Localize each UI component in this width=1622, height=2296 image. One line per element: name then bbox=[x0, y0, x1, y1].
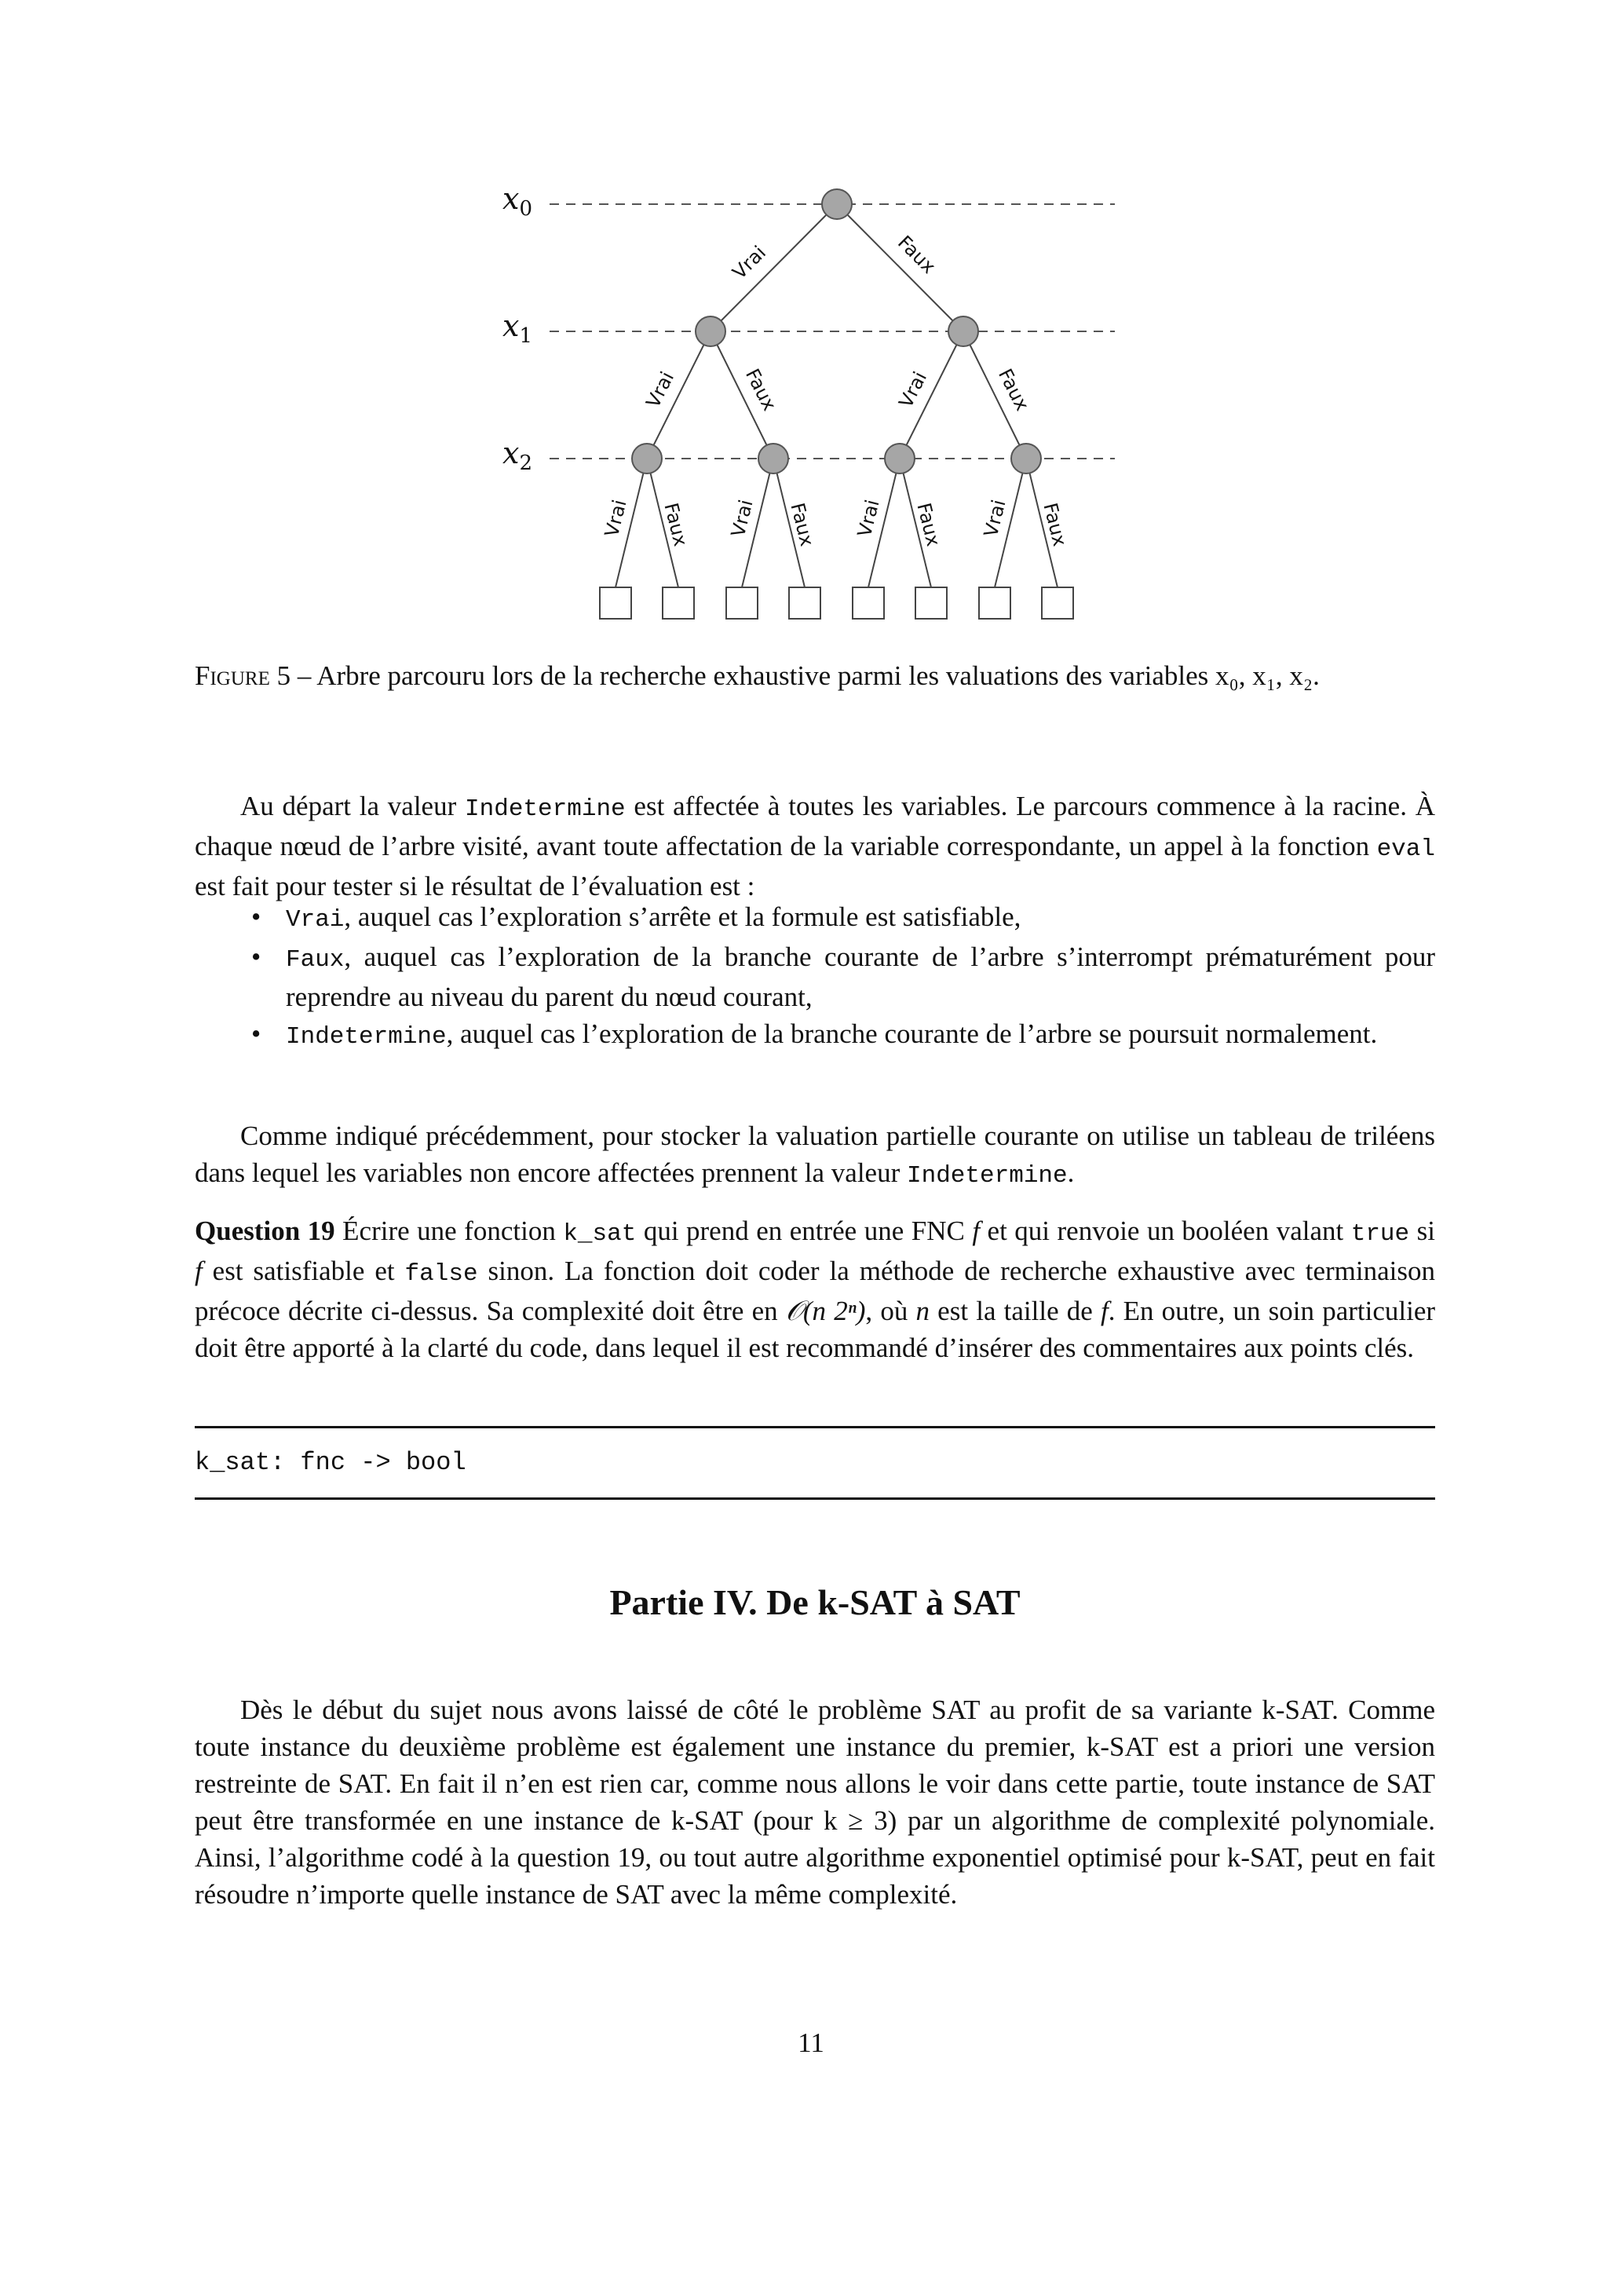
text-run: , auquel cas l’exploration de la branche courante de l’arbre s’interrompt prématurément pour reprendre au niveau du parent du nœud courant, bbox=[286, 941, 1435, 1012]
inline-code: Faux bbox=[286, 946, 345, 974]
signature-rule-top bbox=[195, 1426, 1435, 1428]
tree-node bbox=[696, 316, 725, 346]
paragraph-part-iv: Dès le début du sujet nous avons laissé de côté le problème SAT au profit de sa variante k-SAT. Comme toute instance du deuxième problème est également une instance du premier, k-SAT est a priori une version restreinte de SAT. En fait il n’en est rien car, comme nous allons le voir dans cette partie, toute instance de SAT peut être transformée en une instance de k-SAT (pour k ≥ 3) par un algorithme de complexité polynomiale. Ainsi, l’algorithme codé à la question 19, ou tout autre algorithme exponentiel optimisé pour k-SAT, peut en fait résoudre n’importe quelle instance de SAT avec la même complexité. bbox=[195, 1695, 1435, 1910]
edge-label-false: Faux bbox=[912, 500, 945, 549]
inline-code: Indetermine bbox=[286, 1023, 447, 1051]
variable-label-x1: $x_1$ bbox=[502, 309, 532, 348]
text-run: , où bbox=[865, 1296, 916, 1326]
bullet-icon: • bbox=[251, 1018, 261, 1049]
edge-root-right bbox=[837, 204, 963, 331]
page-number: 11 bbox=[798, 2027, 824, 2058]
list-item bbox=[195, 1015, 1435, 1055]
bullet-icon: • bbox=[251, 901, 261, 932]
bullet-icon: • bbox=[251, 941, 261, 972]
inline-code: k_sat bbox=[563, 1220, 637, 1248]
edge-label-true: Vrai bbox=[726, 497, 758, 539]
leaf-square bbox=[1042, 587, 1073, 619]
inline-code: Vrai bbox=[286, 906, 345, 934]
valuation-tree-figure bbox=[0, 0, 1622, 644]
variable-label-x0: $x_0$ bbox=[502, 181, 532, 221]
leaf-square bbox=[600, 587, 631, 619]
math-symbol: n bbox=[915, 1296, 930, 1326]
question-label: Question 19 bbox=[195, 1216, 335, 1246]
edge-label-false: Faux bbox=[786, 500, 819, 549]
text-run: si bbox=[1409, 1216, 1435, 1246]
text-run: , auquel cas l’exploration de la branche courante de l’arbre se poursuit normalement. bbox=[446, 1018, 1378, 1049]
leaf-square bbox=[789, 587, 820, 619]
text-run: est affectée à toutes les variables. Le parcours commence à la racine. À chaque nœud de l’arbre visité, avant toute affectation de la variable correspondante, un appel à la fonction bbox=[195, 791, 1436, 861]
figure-caption bbox=[195, 657, 1435, 694]
text-run: . En outre, un soin particulier doit être apporté à la clarté du code, dans lequel il est recommandé d’insérer des commentaires aux points clés. bbox=[195, 1296, 1436, 1363]
inline-code: false bbox=[404, 1260, 478, 1288]
text-run: qui prend en entrée une FNC bbox=[636, 1216, 973, 1246]
figure-caption-text: Arbre parcouru lors de la recherche exhaustive parmi les valuations des variables x₀, x₁, x₂. bbox=[316, 660, 1320, 691]
figure-caption-dash: – bbox=[290, 660, 317, 691]
function-signature: k_sat: fnc -> bool bbox=[195, 1448, 466, 1477]
inline-code: Indetermine bbox=[907, 1162, 1068, 1190]
question-19 bbox=[195, 1212, 1435, 1366]
text-run: sinon. La fonction doit coder la méthode de recherche exhaustive avec terminaison précoce décrite ci-dessus. Sa complexité doit être en bbox=[195, 1256, 1435, 1326]
text-run: est fait pour tester si le résultat de l’évaluation est : bbox=[195, 871, 755, 901]
list-item bbox=[195, 938, 1435, 1015]
math-symbol: f bbox=[195, 1256, 203, 1286]
edge-labels bbox=[601, 232, 1071, 549]
bullet-list bbox=[195, 898, 1435, 1055]
edge-label-false: Faux bbox=[994, 365, 1034, 415]
edge-label-true: Vrai bbox=[641, 367, 679, 411]
edge-label-true: Vrai bbox=[894, 367, 932, 411]
signature-rule-bottom bbox=[195, 1497, 1435, 1500]
edge-label-false: Faux bbox=[893, 231, 941, 278]
tree-leaves bbox=[600, 587, 1073, 619]
edge-label-true: Vrai bbox=[979, 497, 1010, 539]
leaf-square bbox=[853, 587, 884, 619]
edge-label-false: Faux bbox=[741, 365, 781, 415]
text-run: est la taille de bbox=[930, 1296, 1101, 1326]
edge-label-false: Faux bbox=[1039, 500, 1072, 549]
inline-code: eval bbox=[1376, 835, 1435, 863]
tree-node bbox=[948, 316, 978, 346]
math-complexity: 𝒪(n 2ⁿ) bbox=[785, 1296, 866, 1326]
leaf-square bbox=[663, 587, 694, 619]
tree-node bbox=[885, 444, 915, 473]
section-title: Partie IV. De k-SAT à SAT bbox=[609, 1582, 1021, 1622]
math-symbol: f bbox=[1100, 1296, 1109, 1326]
edge-label-true: Vrai bbox=[728, 241, 771, 284]
tree-node bbox=[758, 444, 788, 473]
text-run: , auquel cas l’exploration s’arrête et la formule est satisfiable, bbox=[344, 901, 1021, 932]
math-symbol: f bbox=[972, 1216, 981, 1246]
leaf-square bbox=[726, 587, 758, 619]
leaf-square bbox=[979, 587, 1010, 619]
edge-label-true: Vrai bbox=[600, 497, 631, 539]
text-run: et qui renvoie un booléen valant bbox=[980, 1216, 1351, 1246]
text-run: Comme indiqué précédemment, pour stocker la valuation partielle courante on utilise un tableau de triléens dans lequel les variables non encore affectées prennent la valeur bbox=[195, 1121, 1435, 1188]
paragraph-valuation bbox=[195, 1117, 1435, 1194]
text-run: est satisfiable et bbox=[202, 1256, 405, 1286]
list-item bbox=[195, 898, 1435, 938]
text-run: . bbox=[1067, 1157, 1075, 1188]
text-run: Au départ la valeur bbox=[240, 791, 466, 821]
edge-label-true: Vrai bbox=[853, 497, 884, 539]
paragraph-intro bbox=[195, 788, 1435, 905]
tree-node bbox=[632, 444, 662, 473]
inline-code: true bbox=[1350, 1220, 1410, 1248]
edge-label-false: Faux bbox=[659, 500, 692, 549]
tree-node-root bbox=[822, 189, 852, 219]
tree-node bbox=[1011, 444, 1041, 473]
text-run: Écrire une fonction bbox=[334, 1216, 564, 1246]
inline-code: Indetermine bbox=[465, 795, 626, 823]
figure-caption-label: Figure 5 bbox=[195, 660, 291, 691]
leaf-square bbox=[915, 587, 947, 619]
variable-label-x2: $x_2$ bbox=[502, 436, 532, 475]
